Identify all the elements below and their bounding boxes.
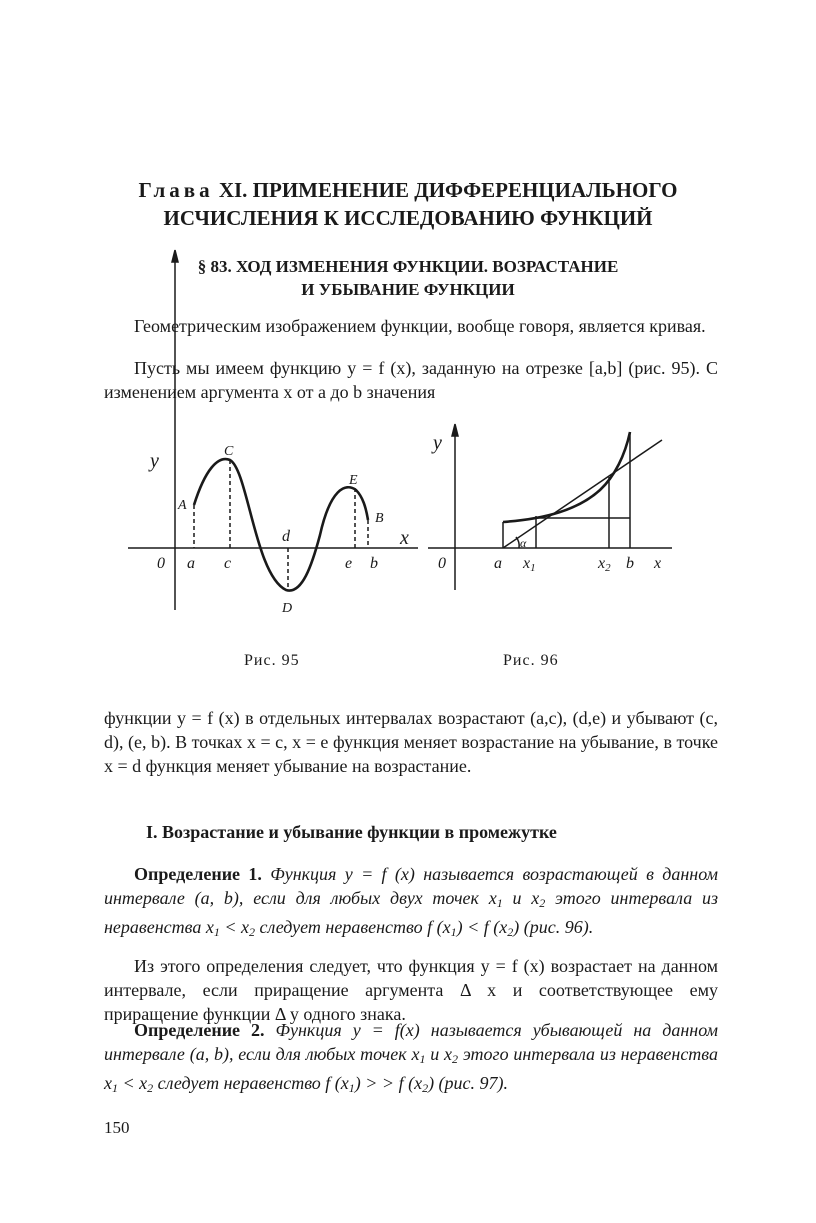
fig95-label-C: C [224,444,234,459]
fig95-label-x: x [400,527,409,549]
paragraph-2: Пусть мы имеем функцию y = f (x), заданную на отрезке [a,b] (рис. 95). С изменением аргумента x от a до b значения [104,358,718,402]
fig96-label-y: y [433,432,442,454]
section-title-line2: И УБЫВАНИЕ ФУНКЦИИ [301,280,515,299]
definition-2-label: Определение 2. [134,1020,265,1040]
fig95-label-a: a [187,555,195,572]
definition-1-label: Определение 1. [134,864,262,884]
fig96-caption: Рис. 96 [503,652,559,669]
fig96-curve [503,432,630,522]
fig95-label-A: A [178,498,187,513]
definition-1-text: Функция y = f (x) называется возрастающей в данном интервале (a, b), если для любых двух точек $x_1$ и $x_2$ этого интервала из неравенства $x_1 < x_2$ следует неравенство f $(x_1) < f$ $(x_2)$ (рис. 96). [104,864,718,939]
fig95-label-y: y [150,450,159,472]
fig95-caption: Рис. 95 [244,652,300,669]
fig95-label-d: d [282,528,290,545]
fig95-label-c: c [224,555,232,572]
fig95-label-origin: 0 [157,555,165,572]
fig96-label-x2: x2 [598,555,611,574]
fig96-label-x: x [654,555,662,572]
fig95-label-D: D [282,601,293,616]
fig96-y-arrow [452,424,458,436]
fig95-label-E: E [349,473,358,488]
page-number: 150 [104,1118,130,1137]
paragraph-4: Из этого определения следует, что функция y = f (x) возрастает на данном интервале, если приращение аргумента Δ x и соответствующее ему приращение функции Δ y одного знака. [104,956,718,1024]
fig95-label-e: e [345,555,353,572]
fig96-tangent [503,440,662,548]
definition-2-text: Функция y = f(x) называется убывающей на данном интервале (a, b), если для любых точек $x_1$ и $x_2$ этого интервала из неравенства $x_1 < x_2$ следует неравенство f $(x_1)$ > > f $(x_2)$ (рис. 97). [104,1020,718,1095]
fig95-label-b: b [370,555,378,572]
definition-1 [104,862,718,944]
fig96-label-origin: 0 [438,555,446,572]
fig96-label-a: a [494,555,502,572]
section-title-line1: § 83. ХОД ИЗМЕНЕНИЯ ФУНКЦИИ. ВОЗРАСТАНИЕ [197,257,619,276]
definition-2 [104,1018,718,1100]
fig96-label-alpha: α [520,536,527,550]
fig96-alpha-arc [516,537,519,548]
chapter-prefix: Глава [138,178,214,202]
paragraph-1: Геометрическим изображением функции, вообще говоря, является кривая. [134,316,706,336]
paragraph-3: функции y = f (x) в отдельных интервалах возрастают (a,c), (d,e) и убывают (c, d), (e, b). В точках x = c, x = e функция меняет возрастание на убывание, в точке x = d функция меняет убывание на возрастание. [104,708,718,776]
fig95-label-B: B [375,511,384,526]
chapter-title-line1: XI. ПРИМЕНЕНИЕ ДИФФЕРЕНЦИАЛЬНОГО [218,178,678,202]
fig96-label-b: b [626,555,634,572]
fig96-label-x1: x1 [523,555,536,574]
chapter-title-line2: ИСЧИСЛЕНИЯ К ИССЛЕДОВАНИЮ ФУНКЦИЙ [163,206,653,230]
subsection-title: I. Возрастание и убывание функции в промежутке [146,822,557,842]
